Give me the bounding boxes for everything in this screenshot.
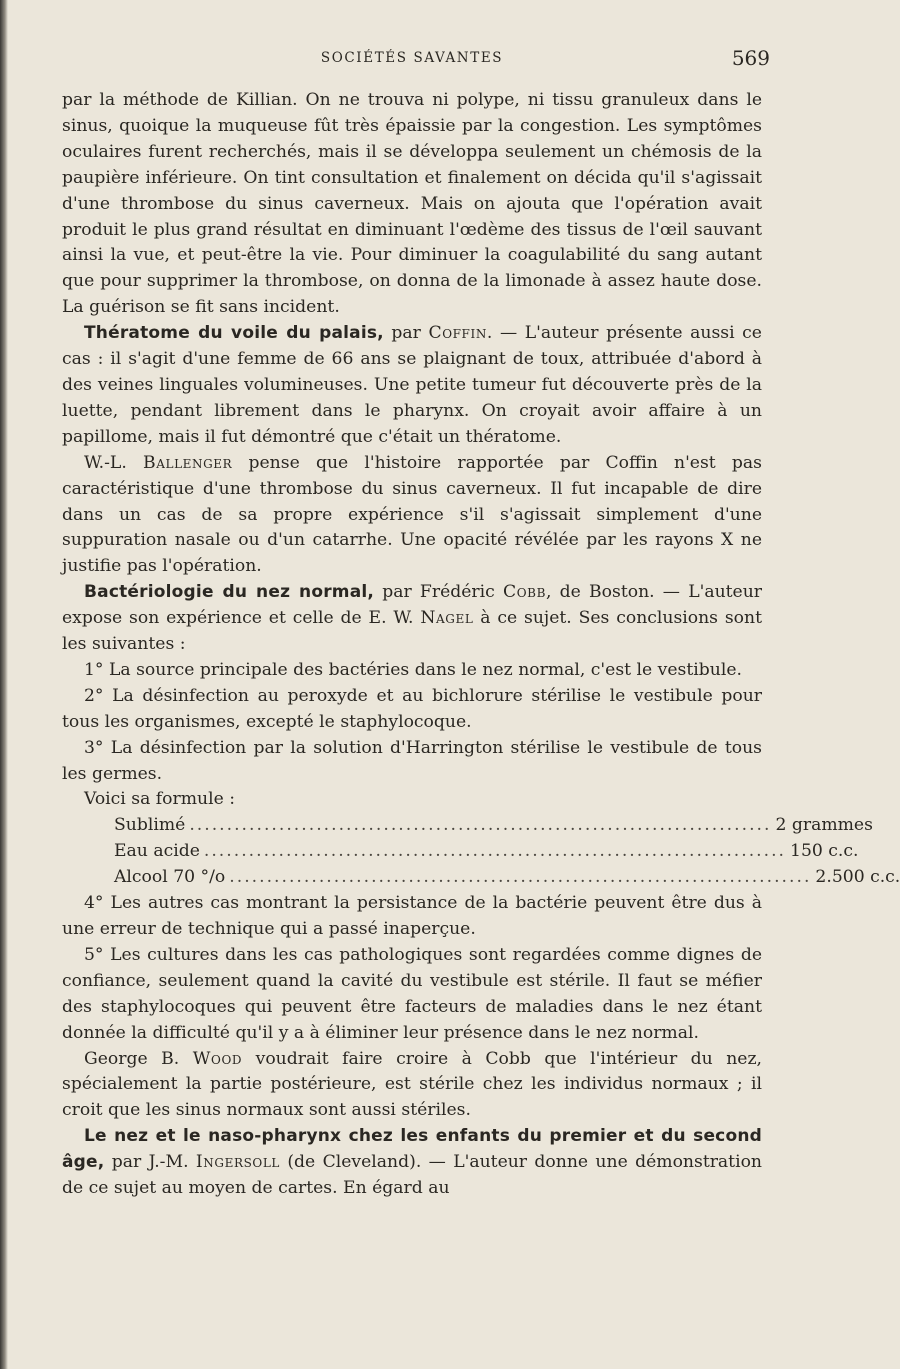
conclusion-4: 4° Les autres cas montrant la persistance de la bactérie peuvent être dus à une erreur de technique qui a passé inaperçue. [62, 893, 762, 939]
section-by: par J.-M. [104, 1152, 196, 1173]
running-title: SOCIÉTÉS SAVANTES [320, 50, 504, 66]
conclusion-5: 5° Les cultures dans les cas pathologiques sont regardées comme dignes de confiance, seulement quand la cavité du vestibule est stérile. Il faut se méfier des staphylocoques qui peuvent être facteurs de maladies dans le nez étant donnée la difficulté qu'il y a à éliminer leur présence dans le nez normal. [62, 944, 762, 1043]
author-name: Nagel [420, 608, 474, 629]
author-name: Ballenger [143, 452, 233, 473]
formula-row [114, 865, 900, 891]
conclusion-2: 2° La désinfection au peroxyde et au bichlorure stérilise le vestibule pour tous les organismes, excepté le staphylocoque. [62, 685, 762, 732]
formula-ingredient: Eau acide [114, 841, 200, 862]
paragraph-wood [62, 1047, 762, 1125]
article-body [62, 88, 900, 1202]
conclusion-1: 1° La source principale des bactéries dans le nez normal, c'est le vestibule. [84, 659, 742, 680]
author-name: Wood [192, 1048, 243, 1069]
section-by: par Frédéric [374, 582, 503, 603]
journal-page [62, 0, 900, 1202]
author-name: Cobb [502, 582, 546, 603]
page-number: 569 [731, 46, 770, 70]
paragraph-text: voudrait faire croire à Cobb que l'intérieur du nez, spécialement la partie postérieure, est stérile chez les individus normaux ; il croit que les sinus normaux sont aussi stériles. [62, 1048, 762, 1121]
formula-quantity: 2 grammes [775, 815, 873, 836]
section-heading: Thératome du voile du palais, [84, 323, 384, 344]
section-text: , de Boston. — L'auteur expose son expérience et celle de E. W. [62, 582, 763, 629]
paragraph-killian: par la méthode de Killian. On ne trouva ni polype, ni tissu granuleux dans le sinus, quoique la muqueuse fût très épaissie par la congestion. Les symptômes oculaires furent recherchés, mais il se développa seulement un chémosis de la paupière inférieure. On tint consultation et finalement on décida qu'il s'agissait d'une thrombose du sinus caverneux. Mais on ajouta que l'opération avait produit le plus grand résultat en diminuant l'œdème des tissus de l'œil sauvant ainsi la vue, et peut-être la vie. Pour diminuer la coagulabilité du sang autant que pour supprimer la thrombose, on donna de la limonade à assez haute dose. La guérison se fit sans incident. [62, 90, 762, 318]
section-text: à ce sujet. Ses conclusions sont les suivantes : [62, 608, 762, 655]
leader-dots: .............................................................................. [203, 841, 787, 862]
section-text: (de Cleveland). — L'auteur donne une démonstration de ce sujet au moyen de cartes. En égard au [62, 1152, 763, 1199]
running-header [62, 46, 770, 76]
section-theratome [62, 321, 762, 451]
formula-intro: Voici sa formule : [84, 789, 236, 810]
page-binding-shadow [0, 0, 8, 1369]
formula-row [114, 813, 873, 839]
formula-quantity: 150 c.c. [790, 841, 859, 862]
section-by: par [383, 323, 429, 344]
paragraph-ballenger [62, 451, 762, 581]
section-text: . — L'auteur présente aussi ce cas : il s'agit d'une femme de 66 ans se plaignant de toux, attribuée d'abord à des veines linguales volumineuses. Une petite tumeur fut découverte près de la luette, pendant librement dans le pharynx. On croyait avoir affaire à un papillome, mais il fut démontré que c'était un thératome. [62, 323, 762, 447]
section-nez-enfants [62, 1124, 762, 1202]
author-initials: George B. [84, 1048, 193, 1069]
paragraph-text: pense que l'histoire rapportée par Coffin n'est pas caractéristique d'une thrombose du sinus caverneux. Il fut incapable de dire dans un cas de sa propre expérience s'il s'agissait simplement d'une suppuration nasale ou d'un catarrhe. Une opacité révélée par les rayons X ne justifie pas l'opération. [62, 452, 762, 577]
author-name: Ingersoll [195, 1152, 280, 1173]
formula-table [114, 813, 900, 891]
formula-quantity: 2.500 c.c. [815, 867, 900, 888]
formula-ingredient: Sublimé [114, 815, 186, 836]
section-heading: Le nez et le naso-pharynx chez les enfants du premier et du second âge, [62, 1126, 762, 1173]
section-heading: Bactériologie du nez normal, [84, 582, 375, 603]
author-initials: W.-L. [84, 452, 144, 473]
formula-ingredient: Alcool 70 °/o [114, 867, 226, 888]
leader-dots: .............................................................................. [229, 867, 812, 888]
leader-dots: .............................................................................. [189, 815, 772, 836]
author-name: Coffin [428, 323, 487, 344]
formula-row [114, 839, 859, 865]
section-bacteriologie [62, 580, 762, 658]
conclusion-3: 3° La désinfection par la solution d'Harrington stérilise le vestibule de tous les germes. [62, 737, 762, 784]
